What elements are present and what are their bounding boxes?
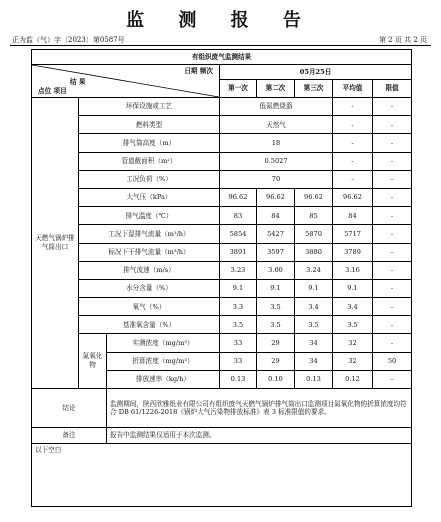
limit-cell: - [373, 370, 412, 388]
item-label: 排放速率（kg/h） [107, 370, 220, 388]
value-cell: 83 [220, 207, 257, 225]
report-number: 正为监（气）字〔2023〕第0587号 [12, 36, 125, 44]
value-cell: 29 [257, 352, 295, 370]
blank-note: 以下空白 [32, 444, 412, 507]
conclusion-label: 结论 [32, 389, 107, 428]
avg-cell: 3.4 [333, 298, 373, 316]
limit-cell: - [373, 188, 412, 206]
item-label: 排气筒高度（m） [79, 134, 220, 152]
limit-cell: - [373, 261, 412, 279]
value-cell: 3597 [257, 243, 295, 261]
limit-cell: - [373, 152, 412, 170]
item-label: 工况下湿排气流量（m³/h） [79, 225, 220, 243]
limit-cell: - [373, 243, 412, 261]
value-cell: 9.1 [257, 279, 295, 297]
value-cell: 3.5 [257, 298, 295, 316]
item-label: 燃料类型 [79, 116, 220, 134]
col-header: 限值 [373, 80, 412, 98]
limit-cell: - [373, 334, 412, 352]
avg-cell: - [333, 98, 373, 116]
merged-value: 0.5027 [220, 152, 333, 170]
value-cell: 33 [220, 334, 257, 352]
col-header: 第一次 [220, 80, 257, 98]
item-label: 标况下干排气流量（m³/h） [79, 243, 220, 261]
value-cell: 3891 [220, 243, 257, 261]
value-cell: 96.62 [257, 188, 295, 206]
value-cell: 34 [295, 334, 333, 352]
avg-cell: 3.5 [333, 316, 373, 334]
value-cell: 33 [220, 352, 257, 370]
avg-cell: 3.16 [333, 261, 373, 279]
conclusion-text: 监测期间，陕西欣雅纸业有限公司有组织废气天燃气锅炉排气筒出口监测项目氮氧化物的折算浓度均符合 DB 61/1226-2018《锅炉大气污染物排放标准》表 3 标准限值的要求。 [107, 389, 412, 428]
item-label: 实测浓度（mg/m³） [107, 334, 220, 352]
limit-cell: - [373, 170, 412, 188]
limit-cell: - [373, 98, 412, 116]
value-cell: 5854 [220, 225, 257, 243]
limit-cell: - [373, 116, 412, 134]
corner-date-label: 日期 频次 [184, 67, 213, 75]
limit-cell: - [373, 298, 412, 316]
value-cell: 3.23 [220, 261, 257, 279]
value-cell: 84 [257, 207, 295, 225]
corner-header [32, 65, 220, 98]
limit-cell: - [373, 279, 412, 297]
avg-cell: - [333, 152, 373, 170]
avg-cell: 84 [333, 207, 373, 225]
item-label: 工况负荷（%） [79, 170, 220, 188]
avg-cell: 3789 [333, 243, 373, 261]
item-label: 大气压（kPa） [79, 188, 220, 206]
value-cell: 9.1 [220, 279, 257, 297]
page-indicator: 第 2 页 共 2 页 [378, 36, 427, 44]
remark-label: 备注 [32, 428, 107, 444]
date-header: 05月25日 [220, 65, 412, 80]
value-cell: 0.10 [257, 370, 295, 388]
value-cell: 9.1 [295, 279, 333, 297]
value-cell: 5427 [257, 225, 295, 243]
table-caption: 有组织废气监测结果 [32, 50, 412, 65]
value-cell: 34 [295, 352, 333, 370]
value-cell: 3.5 [220, 316, 257, 334]
item-label: 基准氧含量（%） [79, 316, 220, 334]
merged-value: 18 [220, 134, 333, 152]
value-cell: 3.4 [295, 298, 333, 316]
item-label: 排气流速（m/s） [79, 261, 220, 279]
pollutant-group-cell: 氮氧化物 [79, 334, 107, 389]
limit-cell: 50 [373, 352, 412, 370]
value-cell: 29 [257, 334, 295, 352]
avg-cell: 32 [333, 334, 373, 352]
merged-value: 70 [220, 170, 333, 188]
value-cell: 5870 [295, 225, 333, 243]
corner-point-label: 点位 项目 [38, 86, 67, 95]
col-header: 第二次 [257, 80, 295, 98]
col-header: 第三次 [295, 80, 333, 98]
header-rule [10, 45, 431, 46]
avg-cell: - [333, 116, 373, 134]
limit-cell: - [373, 134, 412, 152]
item-label: 环保设施或工艺 [79, 98, 220, 116]
value-cell: 3.5 [295, 316, 333, 334]
item-label: 折算浓度（mg/m³） [107, 352, 220, 370]
limit-cell: - [373, 225, 412, 243]
remark-text: 报告中监测结果仅适用于本次监测。 [107, 428, 412, 444]
value-cell: 0.13 [220, 370, 257, 388]
corner-result-label: 结 果 [70, 78, 86, 86]
value-cell: 3.5 [257, 316, 295, 334]
value-cell: 96.62 [295, 188, 333, 206]
report-title: 监 测 报 告 [126, 10, 315, 31]
limit-cell: - [373, 316, 412, 334]
merged-value: 天然气 [220, 116, 333, 134]
col-header: 平均值 [333, 80, 373, 98]
location-cell: 天燃气锅炉排气筒出口 [32, 98, 79, 389]
avg-cell: 0.12 [333, 370, 373, 388]
avg-cell: - [333, 134, 373, 152]
avg-cell: 5717 [333, 225, 373, 243]
item-label: 氧气（%） [79, 298, 220, 316]
avg-cell: 96.62 [333, 188, 373, 206]
value-cell: 0.13 [295, 370, 333, 388]
value-cell: 3.00 [257, 261, 295, 279]
avg-cell: - [333, 170, 373, 188]
results-table [31, 49, 412, 507]
value-cell: 96.62 [220, 188, 257, 206]
item-label: 水分含量（%） [79, 279, 220, 297]
merged-value: 低氮燃烧器 [220, 98, 333, 116]
value-cell: 3.3 [220, 298, 257, 316]
limit-cell: - [373, 207, 412, 225]
value-cell: 85 [295, 207, 333, 225]
avg-cell: 9.1 [333, 279, 373, 297]
item-label: 管道截面积（m²） [79, 152, 220, 170]
avg-cell: 32 [333, 352, 373, 370]
item-label: 排气温度（℃） [79, 207, 220, 225]
value-cell: 3880 [295, 243, 333, 261]
value-cell: 3.24 [295, 261, 333, 279]
